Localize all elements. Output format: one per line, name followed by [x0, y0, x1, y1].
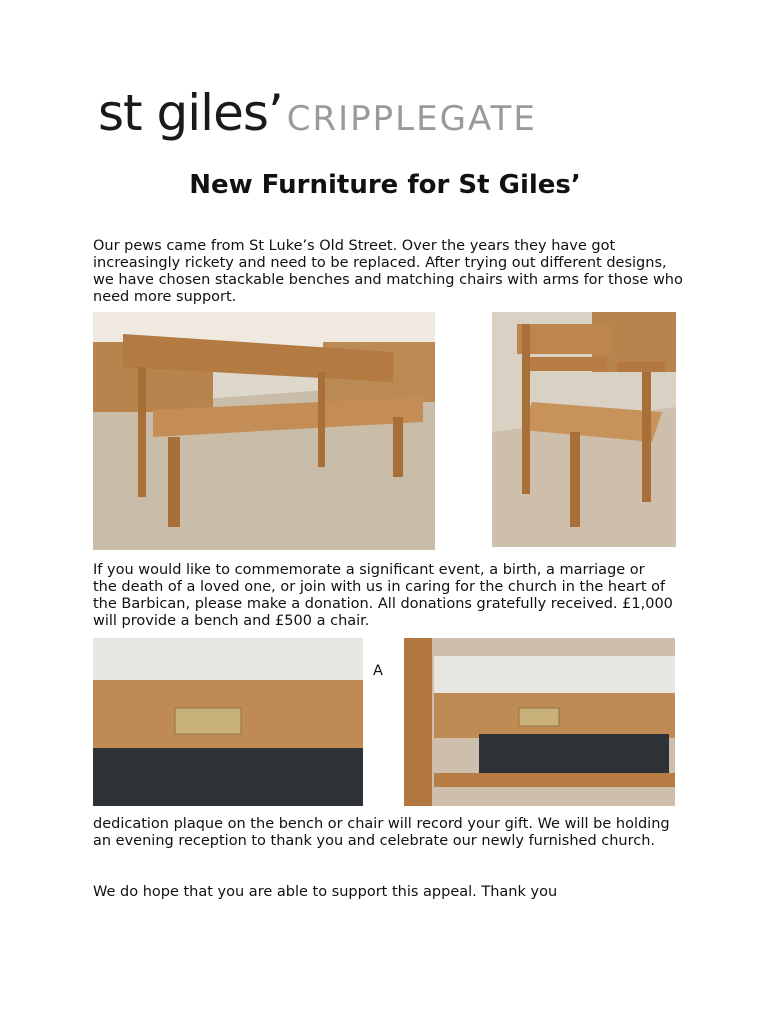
bench-plaque-photo: [93, 638, 363, 806]
intro-paragraph: Our pews came from St Luke’s Old Street. Over the years they have got increasingly rickety and need to be replaced. After trying out different designs, we have chosen stackable benches and matching chairs with arms for those who need more support.: [93, 238, 683, 305]
plaque-paragraph-start: A: [373, 663, 383, 679]
page-title: New Furniture for St Giles’: [189, 170, 581, 200]
chair-photo: [492, 312, 676, 547]
commemorate-paragraph: If you would like to commemorate a significant event, a birth, a marriage or the death of a loved one, or join with us in caring for the church in the heart of the Barbican, please make a donation. All donations gratefully received. £1,000 will provide a bench and £500 a chair.: [93, 562, 673, 629]
plaque-paragraph: dedication plaque on the bench or chair will record your gift. We will be holding an evening reception to thank you and celebrate our newly furnished church.: [93, 816, 670, 849]
logo-sub-text: CRIPPLEGATE: [286, 99, 537, 139]
logo-main-text: st giles’: [98, 84, 283, 142]
chair-plaque-photo: [404, 638, 675, 806]
bench-photo: [93, 312, 435, 550]
closing-paragraph: We do hope that you are able to support this appeal. Thank you: [93, 884, 558, 900]
logo: [98, 84, 537, 154]
